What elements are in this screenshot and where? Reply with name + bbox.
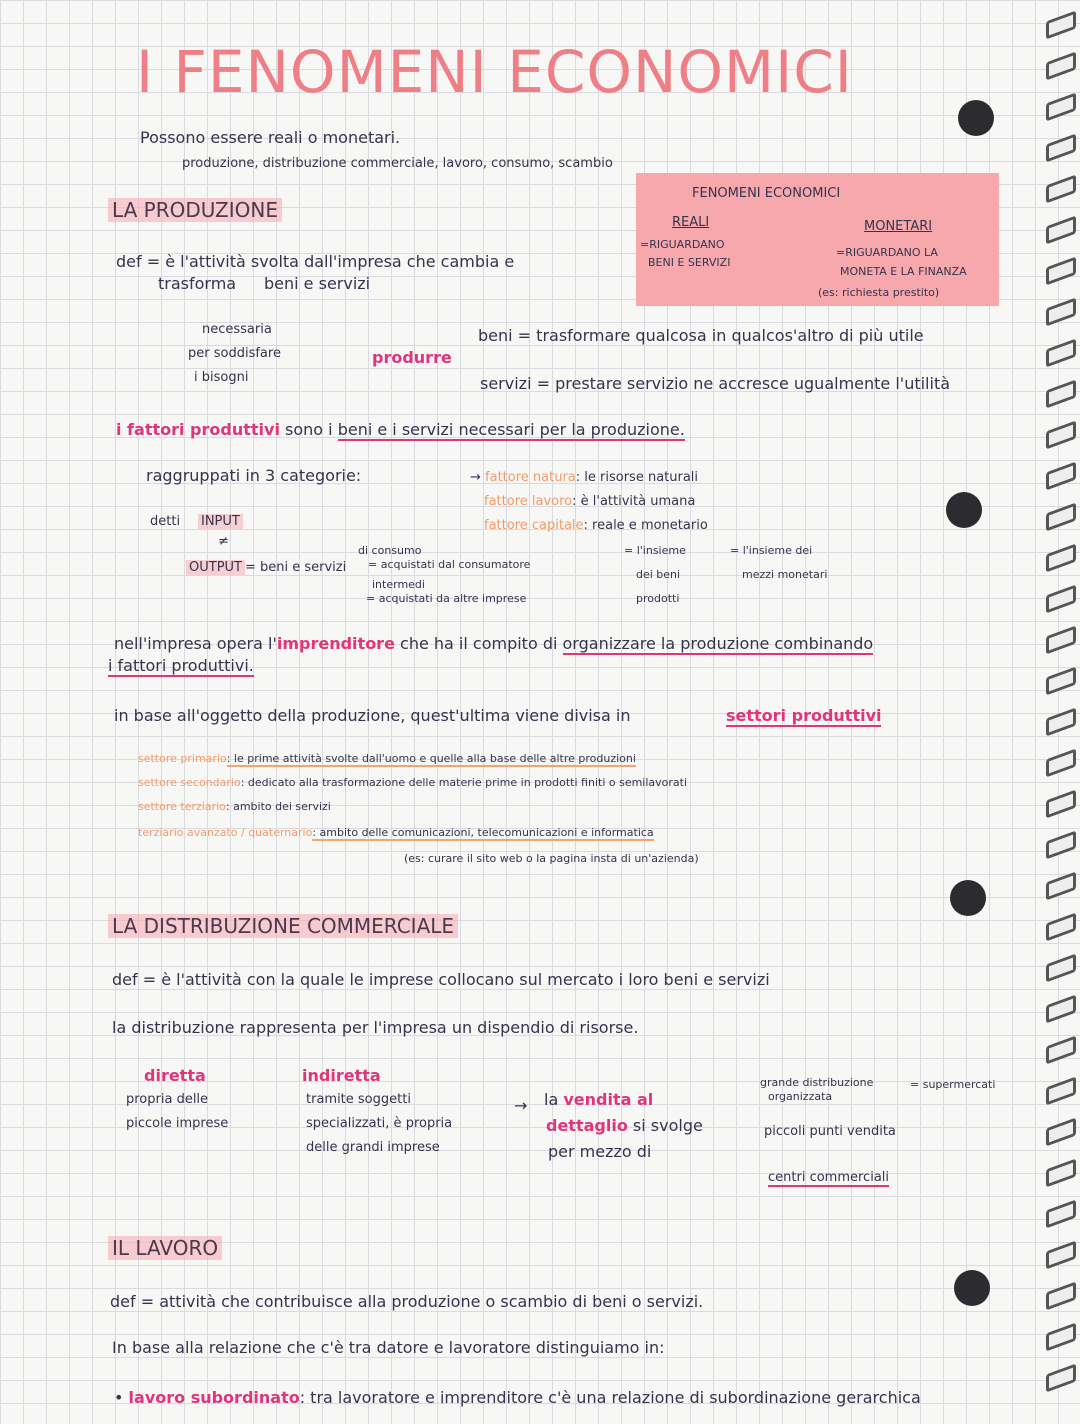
- settore-quaternario: terziario avanzato / quaternario: ambito delle comunicazioni, telecomunicazioni e informatica: [138, 826, 654, 839]
- spiral-ring: [1046, 339, 1076, 368]
- spiral-ring: [1046, 175, 1076, 204]
- spiral-ring: [1046, 134, 1076, 163]
- spiral-ring: [1046, 1118, 1076, 1147]
- box-monetari-l3: (es: richiesta prestito): [818, 286, 940, 299]
- fattori-sono: sono i: [285, 420, 333, 439]
- spiral-ring: [1046, 790, 1076, 819]
- heading-lavoro: IL LAVORO: [108, 1236, 222, 1260]
- settori-label: settori produttivi: [726, 706, 882, 725]
- monetario-2: mezzi monetari: [742, 568, 828, 581]
- spiral-ring: [1046, 421, 1076, 450]
- diretta-2: piccole imprese: [126, 1116, 229, 1131]
- fattori-line: [116, 420, 685, 439]
- piccoli-punti: piccoli punti vendita: [764, 1124, 896, 1139]
- raggruppati: raggruppati in 3 categorie:: [146, 466, 362, 485]
- nec-2: per soddisfare: [188, 346, 281, 361]
- produrre: produrre: [372, 348, 452, 367]
- spiral-ring: [1046, 52, 1076, 81]
- settore-primario: settore primario: le prime attività svolte dall'uomo e quelle alla base delle altre produzioni: [138, 752, 636, 765]
- centri-commerciali: centri commerciali: [768, 1170, 890, 1185]
- reale-2: dei beni: [636, 568, 681, 581]
- spiral-ring: [1046, 1282, 1076, 1311]
- binder-hole: [946, 492, 982, 528]
- spiral-ring: [1046, 585, 1076, 614]
- diretta-1: propria delle: [126, 1092, 209, 1107]
- impr-c: che ha il compito di: [400, 634, 558, 653]
- spiral-ring: [1046, 831, 1076, 860]
- spiral-ring: [1046, 93, 1076, 122]
- spiral-ring: [1046, 1159, 1076, 1188]
- distribuzione-def: def = è l'attività con la quale le imprese collocano sul mercato i loro beni e servizi: [112, 970, 770, 989]
- box-monetari-l1: =RIGUARDANO LA: [836, 246, 938, 259]
- neq-sign: ≠: [218, 534, 229, 549]
- intro-line-1: Possono essere reali o monetari.: [140, 128, 401, 147]
- spiral-ring: [1046, 1241, 1076, 1270]
- fattori-desc: beni e i servizi necessari per la produzione.: [337, 420, 685, 439]
- spiral-ring: [1046, 872, 1076, 901]
- spiral-ring: [1046, 298, 1076, 327]
- imprenditore: imprenditore: [276, 634, 395, 653]
- binder-hole: [958, 100, 994, 136]
- produzione-def-2b: beni e servizi: [264, 274, 371, 293]
- fattore-natura-desc: : le risorse naturali: [575, 470, 699, 485]
- impr-d: organizzare la produzione combinando: [562, 634, 874, 653]
- spiral-ring: [1046, 667, 1076, 696]
- heading-distribuzione: LA DISTRIBUZIONE COMMERCIALE: [108, 914, 458, 938]
- settore-esempio: (es: curare il sito web o la pagina insta di un'azienda): [404, 852, 699, 865]
- lavoro-bullet: • lavoro subordinato: tra lavoratore e imprenditore c'è una relazione di subordinazione gerarchica: [114, 1388, 921, 1407]
- di-consumo-desc: = acquistati dal consumatore: [368, 558, 531, 571]
- supermercati: = supermercati: [910, 1078, 996, 1091]
- spiral-ring: [1046, 626, 1076, 655]
- produrre-servizi: servizi = prestare servizio ne accresce ugualmente l'utilità: [480, 374, 951, 393]
- lavoro-def: def = attività che contribuisce alla produzione o scambio di beni o servizi.: [110, 1292, 704, 1311]
- spiral-ring: [1046, 1036, 1076, 1065]
- spiral-ring: [1046, 380, 1076, 409]
- reale-3: prodotti: [636, 592, 680, 605]
- binder-hole: [954, 1270, 990, 1306]
- spiral-ring: [1046, 257, 1076, 286]
- indiretta-1: tramite soggetti: [306, 1092, 411, 1107]
- heading-produzione: LA PRODUZIONE: [108, 198, 282, 222]
- lavoro-line-2: In base alla relazione che c'è tra datore e lavoratore distinguiamo in:: [112, 1338, 665, 1357]
- binder-hole: [950, 880, 986, 916]
- produrre-beni: beni = trasformare qualcosa in qualcos'altro di più utile: [478, 326, 924, 345]
- nec-3: i bisogni: [194, 370, 249, 385]
- spiral-ring: [1046, 503, 1076, 532]
- intermedi-desc: = acquistati da altre imprese: [366, 592, 527, 605]
- spiral-ring: [1046, 1364, 1076, 1393]
- fattore-lavoro: fattore lavoro: [484, 494, 573, 509]
- box-monetari-l2: MONETA E LA FINANZA: [840, 265, 967, 278]
- spiral-ring: [1046, 1200, 1076, 1229]
- settore-terziario: settore terziario: ambito dei servizi: [138, 800, 331, 813]
- distribuzione-line-2: la distribuzione rappresenta per l'impresa un dispendio di risorse.: [112, 1018, 639, 1037]
- spiral-ring: [1046, 216, 1076, 245]
- produzione-def-2a: trasforma: [158, 274, 237, 293]
- imprenditore-line-2: i fattori produttivi.: [108, 656, 254, 675]
- spiral-ring: [1046, 1077, 1076, 1106]
- fattore-natura-line: → fattore natura: le risorse naturali: [470, 470, 699, 485]
- fattori-label: i fattori produttivi: [116, 420, 280, 439]
- reale-1: = l'insieme: [624, 544, 686, 557]
- imprenditore-line-1: [114, 634, 873, 653]
- monetario-1: = l'insieme dei: [730, 544, 813, 557]
- box-title: FENOMENI ECONOMICI: [692, 186, 841, 201]
- nec-1: necessaria: [202, 322, 272, 337]
- diretta: diretta: [144, 1066, 206, 1085]
- intro-line-2: produzione, distribuzione commerciale, lavoro, consumo, scambio: [182, 156, 613, 171]
- box-monetari-head: MONETARI: [864, 219, 933, 234]
- settori-intro: in base all'oggetto della produzione, quest'ultima viene divisa in: [114, 706, 631, 725]
- spiral-ring: [1046, 913, 1076, 942]
- detti: detti: [150, 514, 181, 529]
- box-reali-head: REALI: [672, 215, 710, 230]
- fattore-capitale-desc: : reale e monetario: [583, 518, 708, 533]
- box-reali-l1: =RIGUARDANO: [640, 238, 725, 251]
- fattore-capitale-line: [484, 518, 708, 533]
- spiral-ring: [1046, 749, 1076, 778]
- settore-secondario: settore secondario: dedicato alla trasformazione delle materie prime in prodotti finiti o semilavorati: [138, 776, 688, 789]
- organizzata: organizzata: [768, 1090, 833, 1103]
- intermedi: intermedi: [372, 578, 425, 591]
- grande-distribuzione: grande distribuzione: [760, 1076, 874, 1089]
- impr-a: nell'impresa opera l': [114, 634, 277, 653]
- indiretta-2: specializzati, è propria: [306, 1116, 453, 1131]
- indiretta: indiretta: [302, 1066, 381, 1085]
- arrow-icon: →: [514, 1096, 528, 1115]
- box-reali-l2: BENI E SERVIZI: [648, 256, 731, 269]
- output-label: OUTPUT: [186, 560, 245, 575]
- spiral-ring: [1046, 11, 1076, 40]
- spiral-ring: [1046, 544, 1076, 573]
- output-desc: = beni e servizi: [244, 560, 347, 575]
- page-title: I FENOMENI ECONOMICI: [136, 38, 853, 106]
- produzione-def-1: def = è l'attività svolta dall'impresa che cambia e: [116, 252, 515, 271]
- fattore-lavoro-line: [484, 494, 695, 509]
- indiretta-3: delle grandi imprese: [306, 1140, 440, 1155]
- spiral-ring: [1046, 995, 1076, 1024]
- spiral-ring: [1046, 708, 1076, 737]
- vendita-line-2: dettaglio si svolge: [546, 1116, 703, 1135]
- vendita-line-1: la vendita al: [544, 1090, 654, 1109]
- spiral-ring: [1046, 1323, 1076, 1352]
- di-consumo: di consumo: [358, 544, 422, 557]
- spiral-ring: [1046, 462, 1076, 491]
- fattore-natura: fattore natura: [485, 470, 576, 485]
- spiral-ring: [1046, 954, 1076, 983]
- input-label: INPUT: [198, 514, 243, 529]
- vendita-line-3: per mezzo di: [548, 1142, 652, 1161]
- fattore-lavoro-desc: : è l'attività umana: [572, 494, 696, 509]
- output-line: [186, 560, 346, 575]
- fattore-capitale: fattore capitale: [484, 518, 584, 533]
